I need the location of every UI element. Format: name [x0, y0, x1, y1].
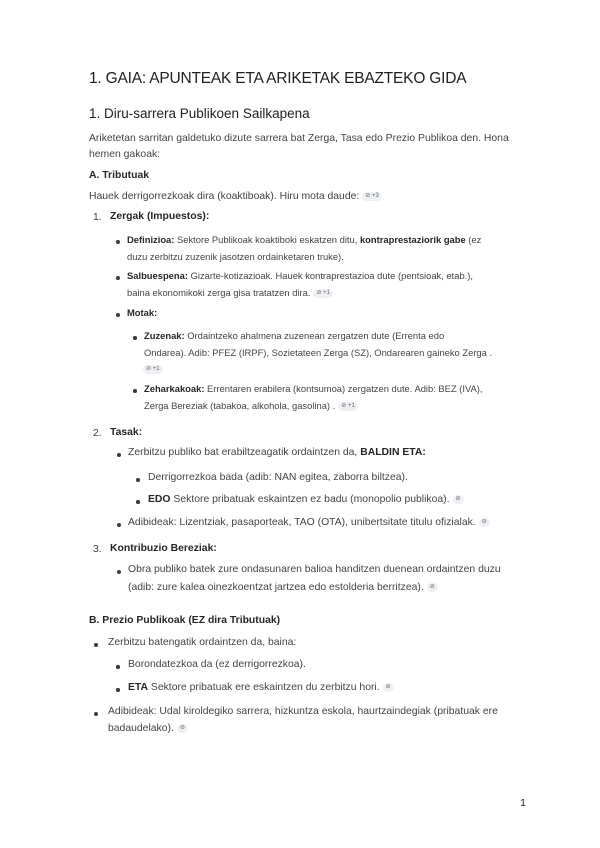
zeharkakoak-text-2: Zerga Bereziak (tabakoa, alkohola, gasolina) .: [144, 400, 336, 411]
sub-bullet: [136, 478, 140, 482]
intro-line-2: hemen gakoak:: [89, 149, 161, 160]
tasak-sub-1: Derrigorrezkoa bada (adib: NAN egitea, zaborra biltzea).: [148, 472, 408, 483]
tasak-sub-2-text: Sektore pribatuak eskaintzen ez badu (monopolio publikoa).: [170, 494, 450, 505]
prezio-sub-1: Borondatezkoa da (ez derrigorrezkoa).: [128, 659, 306, 670]
list-number: 3.: [93, 544, 102, 555]
tasak-sub-2-bold: EDO: [148, 494, 171, 505]
salbuespena-line-2: [127, 285, 333, 301]
bullet: [116, 240, 120, 244]
link-chip-icon[interactable]: ⊘ +1: [143, 365, 163, 374]
prezio-sub-2-bold: ETA: [128, 682, 149, 693]
prezio-bullet-2-text-2: badaudelako).: [108, 723, 174, 734]
sub-bullet: [116, 665, 120, 669]
bullet: [117, 570, 121, 574]
zeharkakoak-text: Errentaren erabilera (kontsumoa) zergatzen dute. Adib: BEZ (IVA),: [204, 383, 483, 394]
tasak-heading: Tasak:: [110, 427, 143, 438]
list-number: 2.: [93, 428, 102, 439]
salbuespena-text-2: baina ekonomikoki zerga gisa tratatzen dira.: [127, 287, 311, 298]
bullet: [94, 643, 98, 647]
prezio-bullet-2-line-2: [108, 721, 188, 737]
tasak-sub-2: [148, 492, 464, 508]
tasak-bullet-2-text: Adibideak: Lizentziak, pasaporteak, TAO (OTA), unibertsitate titulu ofizialak.: [128, 517, 476, 528]
subsection-b-heading: B. Prezio Publikoak (EZ dira Tributuak): [89, 615, 281, 626]
tasak-bullet-1-text: Zerbitzu publiko bat erabiltzeagatik ordaintzen da,: [128, 447, 361, 458]
link-chip-icon[interactable]: ⊘: [479, 518, 490, 527]
list-number: 1.: [93, 212, 102, 223]
intro-line-1: Ariketetan sarritan galdetuko dizute sarrera bat Zerga, Tasa edo Prezio Publikoa den. Hona: [89, 133, 509, 144]
bullet: [116, 276, 120, 280]
prezio-bullet-2-line-1: Adibideak: Udal kiroldegiko sarrera, hizkuntza eskola, haurtzaindegiak (pribatuak ere: [108, 706, 498, 717]
subsection-a-heading: A. Tributuak: [89, 170, 150, 181]
section-heading: 1. Diru-sarrera Publikoen Sailkapena: [89, 106, 310, 121]
page-title: 1. GAIA: APUNTEAK ETA ARIKETAK EBAZTEKO GIDA: [89, 70, 467, 87]
tributuak-intro: [89, 189, 382, 205]
prezio-bullet-1: Zerbitzu batengatik ordaintzen da, baina:: [108, 637, 297, 648]
zeharkakoak-line-1: [144, 381, 483, 397]
zuzenak-text: Ordaintzeko ahalmena zuzenean zergatzen dute (Errenta edo: [184, 330, 445, 341]
prezio-sub-2-text: Sektore pribatuak ere eskaintzen du zerbitzu hori.: [148, 682, 380, 693]
sub-bullet: [133, 336, 137, 340]
tasak-bullet-1-bold: BALDIN ETA:: [360, 447, 426, 458]
salbuespena-text: Gizarte-kotizazioak. Hauek kontraprestazioa dute (pentsioak, etab.),: [187, 270, 474, 281]
definizioa-line-2: duzu zerbitzu zuzenik jasotzen ordainketaren truke).: [127, 251, 344, 262]
link-chip-icon[interactable]: ⊘: [453, 495, 464, 504]
tasak-bullet-2: [128, 515, 490, 531]
bullet: [117, 523, 121, 527]
prezio-sub-2: [128, 680, 394, 696]
link-chip-icon[interactable]: ⊘ +1: [313, 289, 333, 298]
link-chip-icon[interactable]: ⊘: [383, 683, 394, 692]
zergak-heading: Zergak (Impuestos):: [110, 211, 210, 222]
page-number: 1: [520, 797, 526, 809]
motak-label: Motak:: [127, 307, 158, 318]
definizioa-text-end: (ez: [465, 234, 482, 245]
tributuak-intro-text: Hauek derrigorrezkoak dira (koaktiboak). Hiru mota daude:: [89, 191, 360, 202]
zeharkakoak-label: Zeharkakoak:: [144, 383, 205, 394]
sub-bullet: [136, 500, 140, 504]
link-chip-icon[interactable]: ⊘ +1: [338, 402, 358, 411]
zeharkakoak-line-2: [144, 398, 358, 414]
kontribuzio-text-2: (adib: zure kalea oinezkoentzat jartzea edo estolderia berritzea).: [128, 582, 424, 593]
zuzenak-line-2: Ondarea). Adib: PFEZ (IRPF), Sozietateen Zerga (SZ), Ondarearen gaineko Zerga .: [144, 347, 493, 358]
bullet: [117, 453, 121, 457]
zuzenak-line-1: [144, 328, 444, 344]
bullet: [94, 712, 98, 716]
kontribuzio-line-1: Obra publiko batek zure ondasunaren balioa handitzen duenean ordaintzen duzu: [128, 564, 501, 575]
definizioa-text: Sektore Publikoak koaktiboki eskatzen ditu,: [174, 234, 360, 245]
link-chip-icon[interactable]: ⊘: [177, 724, 188, 733]
salbuespena-line-1: [127, 268, 473, 284]
salbuespena-label: Salbuespena:: [127, 270, 188, 281]
link-chip-icon[interactable]: ⊘: [427, 583, 438, 592]
link-chip-icon[interactable]: ⊘ +3: [362, 192, 382, 201]
sub-bullet: [116, 688, 120, 692]
zuzenak-label: Zuzenak:: [144, 330, 185, 341]
zuzenak-chip-line: [143, 361, 163, 377]
definizioa-line-1: [127, 232, 481, 248]
sub-bullet: [133, 389, 137, 393]
kontribuzio-line-2: [128, 580, 438, 596]
definizioa-bold: kontraprestaziorik gabe: [359, 234, 466, 245]
tasak-bullet-1: [128, 445, 426, 461]
kontribuzio-heading: Kontribuzio Bereziak:: [110, 543, 217, 554]
definizioa-label: Definizioa:: [127, 234, 175, 245]
bullet: [116, 313, 120, 317]
